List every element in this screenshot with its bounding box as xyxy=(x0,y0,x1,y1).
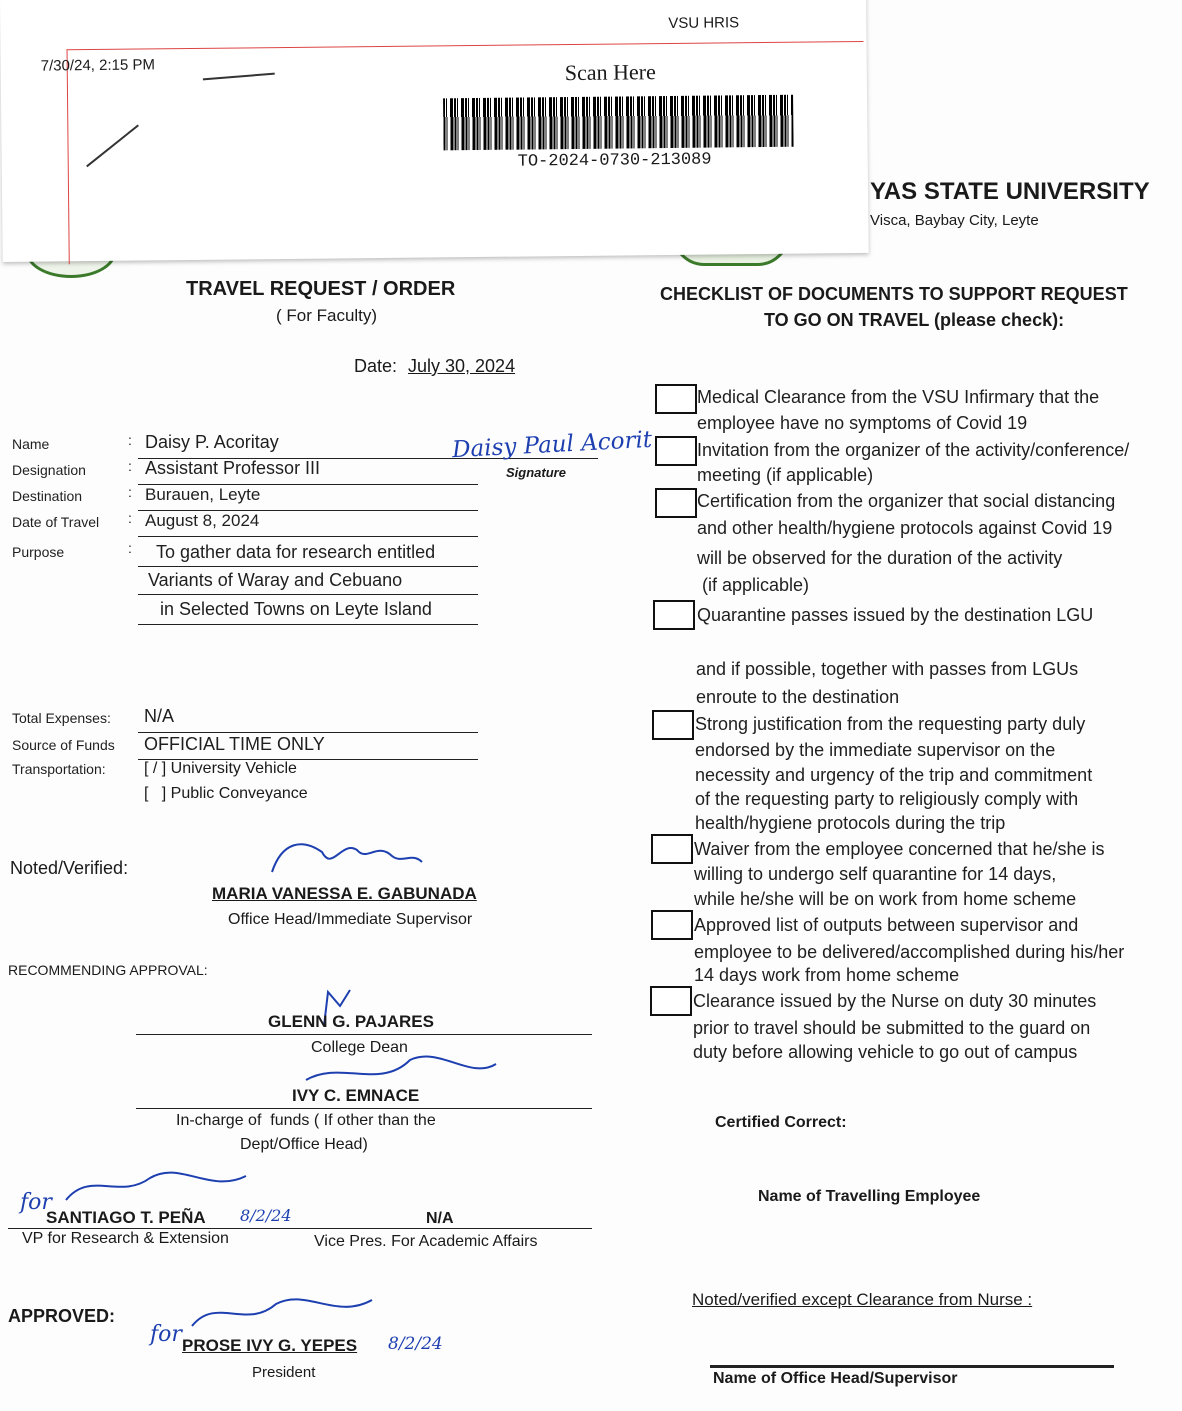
noted-except-label: Noted/verified except Clearance from Nurse : xyxy=(692,1290,1033,1309)
checkbox-invitation[interactable] xyxy=(655,436,697,466)
checklist-item-6-line-2: willing to undergo self quarantine for 14 days, xyxy=(694,864,1057,884)
date-travel-line xyxy=(138,536,478,537)
applicant-signature: Daisy Paul Acorit xyxy=(451,426,653,464)
destination-value: Burauen, Leyte xyxy=(145,485,261,504)
office-head-line xyxy=(710,1365,1114,1368)
traveller-name-label: Name of Travelling Employee xyxy=(758,1188,981,1205)
checklist-title-1: CHECKLIST OF DOCUMENTS TO SUPPORT REQUEST xyxy=(660,284,1128,304)
funds-line xyxy=(136,1108,592,1109)
checklist-item-7-line-3: 14 days work from home scheme xyxy=(694,965,960,985)
checklist-title-2: TO GO ON TRAVEL (please check): xyxy=(764,310,1065,330)
checkbox-nurse-clearance[interactable] xyxy=(650,986,692,1016)
scan-label: Scan Here xyxy=(564,59,656,86)
checklist-item-5-line-4: of the requesting party to religiously comply with xyxy=(695,789,1079,809)
purpose-line-3: in Selected Towns on Leyte Island xyxy=(160,599,432,619)
signature-caption: Signature xyxy=(506,465,566,480)
checklist-item-2-line-1: Invitation from the organizer of the activity/conference/ xyxy=(697,440,1130,460)
hris-slip xyxy=(0,0,869,262)
barcode-number: TO-2024-0730-213089 xyxy=(517,150,712,172)
checkbox-quarantine-passes[interactable] xyxy=(653,600,695,630)
checklist-item-7-line-1: Approved list of outputs between supervisor and xyxy=(694,915,1079,935)
checklist-item-3-line-4: (if applicable) xyxy=(697,575,810,595)
checklist-item-7-line-2: employee to be delivered/accomplished during his/her xyxy=(694,942,1125,962)
checkbox-outputs-list[interactable] xyxy=(651,910,693,940)
vp-signature-mark xyxy=(60,1160,250,1210)
supervisor-signature-mark xyxy=(262,832,432,888)
checklist-item-4-line-2: and if possible, together with passes from LGUs xyxy=(696,659,1079,679)
funds-label: Source of Funds xyxy=(12,737,115,753)
checklist-item-8-line-3: duty before allowing vehicle to go out of campus xyxy=(693,1042,1078,1062)
checklist-item-4-line-1: Quarantine passes issued by the destination LGU xyxy=(697,605,1094,625)
checklist-item-3-line-1: Certification from the organizer that social distancing xyxy=(697,491,1116,511)
slip-red-border xyxy=(67,41,866,264)
checklist-item-1-line-1: Medical Clearance from the VSU Infirmary that the xyxy=(697,387,1100,407)
purpose-line-2: Variants of Waray and Cebuano xyxy=(148,570,403,590)
designation-label: Designation xyxy=(12,462,86,478)
transport-option-university: [ / ] University Vehicle xyxy=(144,760,297,777)
name-label: Name xyxy=(12,436,50,452)
office-head-label: Name of Office Head/Supervisor xyxy=(713,1370,958,1387)
funds-officer-name: IVY C. EMNACE xyxy=(292,1086,420,1105)
date-travel-label: Date of Travel xyxy=(12,514,100,530)
checklist-item-1-line-2: employee have no symptoms of Covid 19 xyxy=(697,413,1028,433)
vpaa-name: N/A xyxy=(426,1210,454,1227)
funds-officer-title-2: Dept/Office Head) xyxy=(240,1136,368,1153)
checklist-item-5-line-3: necessity and urgency of the trip and commitment xyxy=(695,765,1093,785)
purpose-label: Purpose xyxy=(12,544,65,560)
recommending-label: RECOMMENDING APPROVAL: xyxy=(8,962,208,978)
supervisor-title: Office Head/Immediate Supervisor xyxy=(228,911,473,928)
checklist-item-3-line-3: will be observed for the duration of the activity xyxy=(697,548,1063,568)
checkbox-certification[interactable] xyxy=(655,488,697,518)
slip-timestamp: 7/30/24, 2:15 PM xyxy=(40,56,156,75)
expenses-label: Total Expenses: xyxy=(12,710,111,726)
checklist-item-6-line-1: Waiver from the employee concerned that he/she is xyxy=(694,839,1105,859)
date-value: July 30, 2024 xyxy=(408,356,516,376)
funds-officer-title-1: In-charge of funds ( If other than the xyxy=(176,1112,436,1129)
noted-label: Noted/Verified: xyxy=(10,858,129,878)
president-signature-mark xyxy=(186,1290,376,1336)
transport-option-public: [ ] Public Conveyance xyxy=(144,785,308,802)
university-address: Visca, Baybay City, Leyte xyxy=(870,212,1039,229)
vp-handwritten-date: 8/2/24 xyxy=(240,1206,292,1225)
barcode xyxy=(443,95,794,151)
form-title: TRAVEL REQUEST / ORDER xyxy=(186,278,456,300)
purpose-line-1: To gather data for research entitled xyxy=(156,542,436,562)
checklist-item-5-line-2: endorsed by the immediate supervisor on the xyxy=(695,740,1056,760)
slip-system: VSU HRIS xyxy=(668,14,740,33)
checklist-item-3-line-2: and other health/hygiene protocols against Covid 19 xyxy=(697,518,1113,538)
dean-title: College Dean xyxy=(311,1039,408,1056)
transport-label: Transportation: xyxy=(12,761,106,777)
president-title: President xyxy=(252,1364,316,1381)
checkbox-waiver[interactable] xyxy=(651,834,693,864)
checklist-item-8-line-2: prior to travel should be submitted to the guard on xyxy=(693,1018,1091,1038)
vp-name: SANTIAGO T. PEÑA xyxy=(46,1208,206,1227)
certified-correct-label: Certified Correct: xyxy=(715,1114,847,1131)
checkbox-medical-clearance[interactable] xyxy=(655,384,697,414)
president-handwritten-date: 8/2/24 xyxy=(388,1334,443,1354)
checkbox-justification[interactable] xyxy=(652,710,694,740)
president-name: PROSE IVY G. YEPES xyxy=(182,1336,358,1355)
dean-name: GLENN G. PAJARES xyxy=(268,1012,434,1031)
form-subtitle: ( For Faculty) xyxy=(276,306,378,325)
checklist-item-4-line-3: enroute to the destination xyxy=(696,687,900,707)
name-value: Daisy P. Acoritay xyxy=(145,432,279,452)
vp-line xyxy=(8,1228,592,1229)
date-label: Date: xyxy=(354,356,398,376)
checklist-item-5-line-1: Strong justification from the requesting party duly xyxy=(695,714,1086,734)
approved-label: APPROVED: xyxy=(8,1306,116,1326)
supervisor-name: MARIA VANESSA E. GABUNADA xyxy=(212,884,477,903)
university-name: YAS STATE UNIVERSITY xyxy=(870,178,1150,205)
checklist-item-8-line-1: Clearance issued by the Nurse on duty 30 minutes xyxy=(693,991,1097,1011)
destination-label: Destination xyxy=(12,488,83,504)
vp-title: VP for Research & Extension xyxy=(22,1230,229,1247)
dean-line xyxy=(136,1034,592,1035)
date-travel-value: August 8, 2024 xyxy=(145,511,260,530)
vpaa-title: Vice Pres. For Academic Affairs xyxy=(314,1233,538,1250)
checklist-item-2-line-2: meeting (if applicable) xyxy=(697,465,874,485)
president-for-handwriting: for xyxy=(150,1322,182,1347)
designation-value: Assistant Professor III xyxy=(145,458,321,478)
funds-value: OFFICIAL TIME ONLY xyxy=(144,734,325,754)
expenses-value: N/A xyxy=(144,706,175,726)
checklist-item-6-line-3: while he/she will be on work from home scheme xyxy=(694,889,1077,909)
checklist-item-5-line-5: health/hygiene protocols during the trip xyxy=(695,813,1006,833)
vp-for-handwriting: for xyxy=(20,1190,52,1215)
